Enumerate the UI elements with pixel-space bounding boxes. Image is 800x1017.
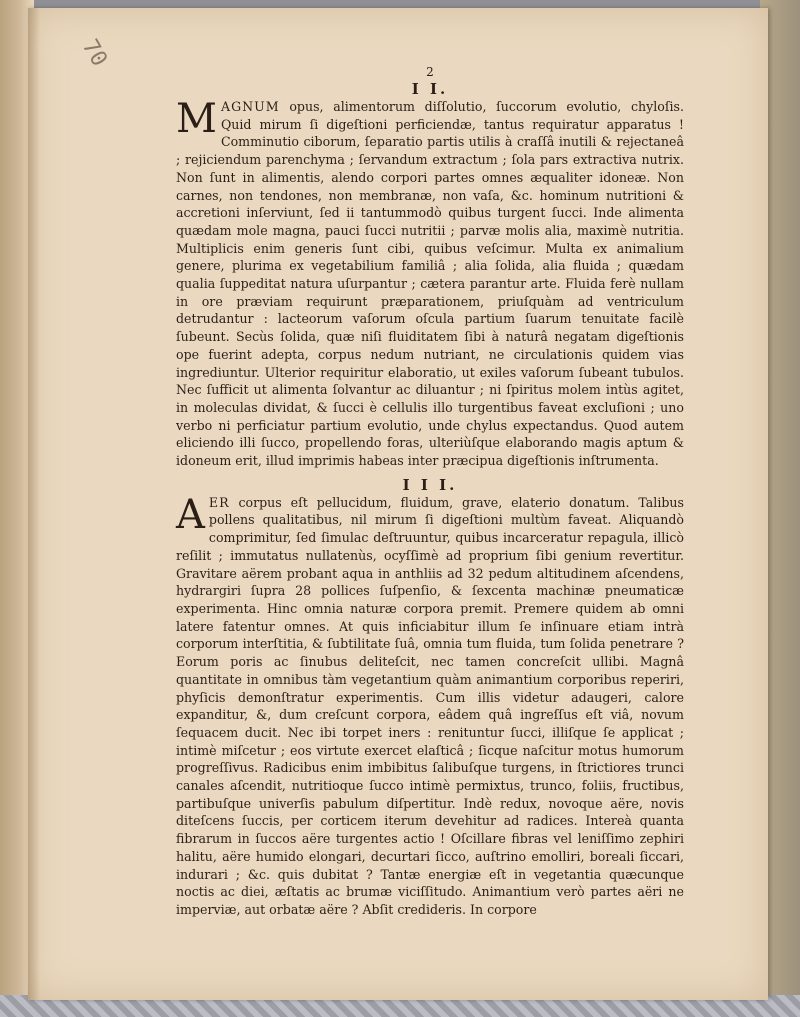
text-column: [176, 66, 684, 919]
section-heading: I I I.: [402, 475, 458, 494]
paragraph-text: opus, alimentorum diſſolutio, ſuccorum evolutio, chyloſis. Quid mirum ſi digeſtioni perficiendæ, tantus requiratur apparatus ! Comminutio ciborum, ſeparatio partis utilis à craſſâ inutili & rejectaneâ ; rejiciendum parenchyma ; ſervandum extractum ; ſola pars extractiva nutrix. Non ſunt in alimentis, alendo corpori partes omnes æqualiter idoneæ. Non carnes, non tendones, non membranæ, non vaſa, &c. hominum nutritioni & accretioni inſerviunt, ſed ii tantummodò quibus turgent ſucci. Inde alimenta quædam mole magna, pauci ſucci nutritii ; parvæ molis alia, maximè nutritia. Multiplicis enim generis ſunt cibi, quibus veſcimur. Multa ex animalium genere, plurima ex vegetabilium familiâ ; alia ſolida, alia fluida ; quædam qualia ſuppeditat natura uſurpantur ; cætera parantur arte. Fluida ferè nullam in ore præviam requirunt præparationem, priuſquàm ad ventriculum detrudantur : lacteorum vaſorum oſcula partium ſuarum tenuitate facilè ſubeunt. Secùs ſolida, quæ niſi fluiditatem ſibi à naturâ negatam digeſtionis ope fuerint adepta, corpus nedum nutriant, ne circulationis quidem vias ingrediuntur. Ulterior requiritur elaboratio, ut exiles vaſorum ſubeant tubulos. Nec ſufficit ut alimenta ſolvantur ac diluantur ; ni ſpiritus molem intùs agitet, in moleculas dividat, & ſucci è cellulis illo turgentibus faveat excluſioni ; uno verbo ni perficiatur partium evolutio, unde chylus expectandus. Quod autem eliciendo illi ſucco, propellendo foras, ulteriùſque elaborando magis aptum & idoneum erit, illud imprimis habeas inter præcipua digeſtionis inſtrumenta.: [176, 99, 684, 469]
drop-cap: A: [176, 491, 205, 538]
section-3: [176, 476, 684, 919]
section-paragraph: [176, 491, 684, 919]
drop-cap: M: [176, 96, 217, 142]
section-heading: I I.: [411, 80, 449, 98]
page-fold-shadow: [28, 8, 40, 1000]
lead-word: ER: [208, 494, 230, 510]
page-mark: 2: [426, 65, 434, 79]
section-2: [176, 80, 684, 470]
document-page: [28, 8, 768, 1000]
handwritten-corner-mark: 70: [76, 35, 112, 71]
lead-word: AGNUM: [220, 99, 280, 114]
paragraph-text: corpus eſt pellucidum, fluidum, grave, elaterio donatum. Talibus pollens qualitatibus, nil mirum ſi digeſtioni multùm faveat. Aliquandò comprimitur, ſed ſimulac deſtruuntur, quibus incarceratur repagula, illicò reſilit ; immutatus nullatenùs, ocyſſimè ad proprium ſibi genium revertitur. Gravitare aërem probant aqua in anthliis ad 32 pedum altitudinem aſcendens, hydrargiri ſupra 28 pollices ſuſpenſio, & ſexcenta machinæ pneumaticæ experimenta. Hinc omnia naturæ corpora premit. Premere quidem ab omni latere fatentur omnes. At quis inficiabitur illum ſe inſinuare etiam intrà corporum interſtitia, & ſubtilitate ſuâ, omnia tum fluida, tum ſolida penetrare ? Eorum poris ac ſinubus deliteſcit, nec tamen concreſcit ullibi. Magnâ quantitate in omnibus tàm vegetantium quàm animantium corporibus reperiri, phyſicis demonſtratur experimentis. Cum illis videtur adaugeri, calore expanditur, &, dum creſcunt corpora, eâdem quâ ingreſſus eſt viâ, novum ſequacem ducit. Nec ibi torpet iners : renituntur ſucci, illiſque ſe applicat ; intimè miſcetur ; eos virtute exercet elaſticâ ; ſicque naſcitur motus humorum progreſſivus. Radicibus enim imbibitus ſalibuſque turgens, in ſtrictiores trunci canales aſcendit, nutritioque ſucco intimè permixtus, trunco, foliis, fructibus, partibuſque univerſis pabulum diſpertitur. Indè redux, novoque aëre, novis diteſcens ſuccis, per corticem iterum devehitur ad radices. Intereà quanta fibrarum in ſuccos aëre turgentes actio ! Oſcillare fibras vel leniſſimo zephiri halitu, aëre humido elongari, decurtari ſicco, auſtrino emolliri, boreali ſiccari, indurari ; &c. quis dubitat ? Tantæ energiæ eſt in vegetantia quæcunque noctis ac diei, æſtatis ac brumæ viciſſitudo. Animantium verò partes aëri ne imperviæ, aut orbatæ aëre ? Abſit credideris. In corpore: [176, 494, 684, 917]
section-paragraph: [176, 98, 684, 470]
